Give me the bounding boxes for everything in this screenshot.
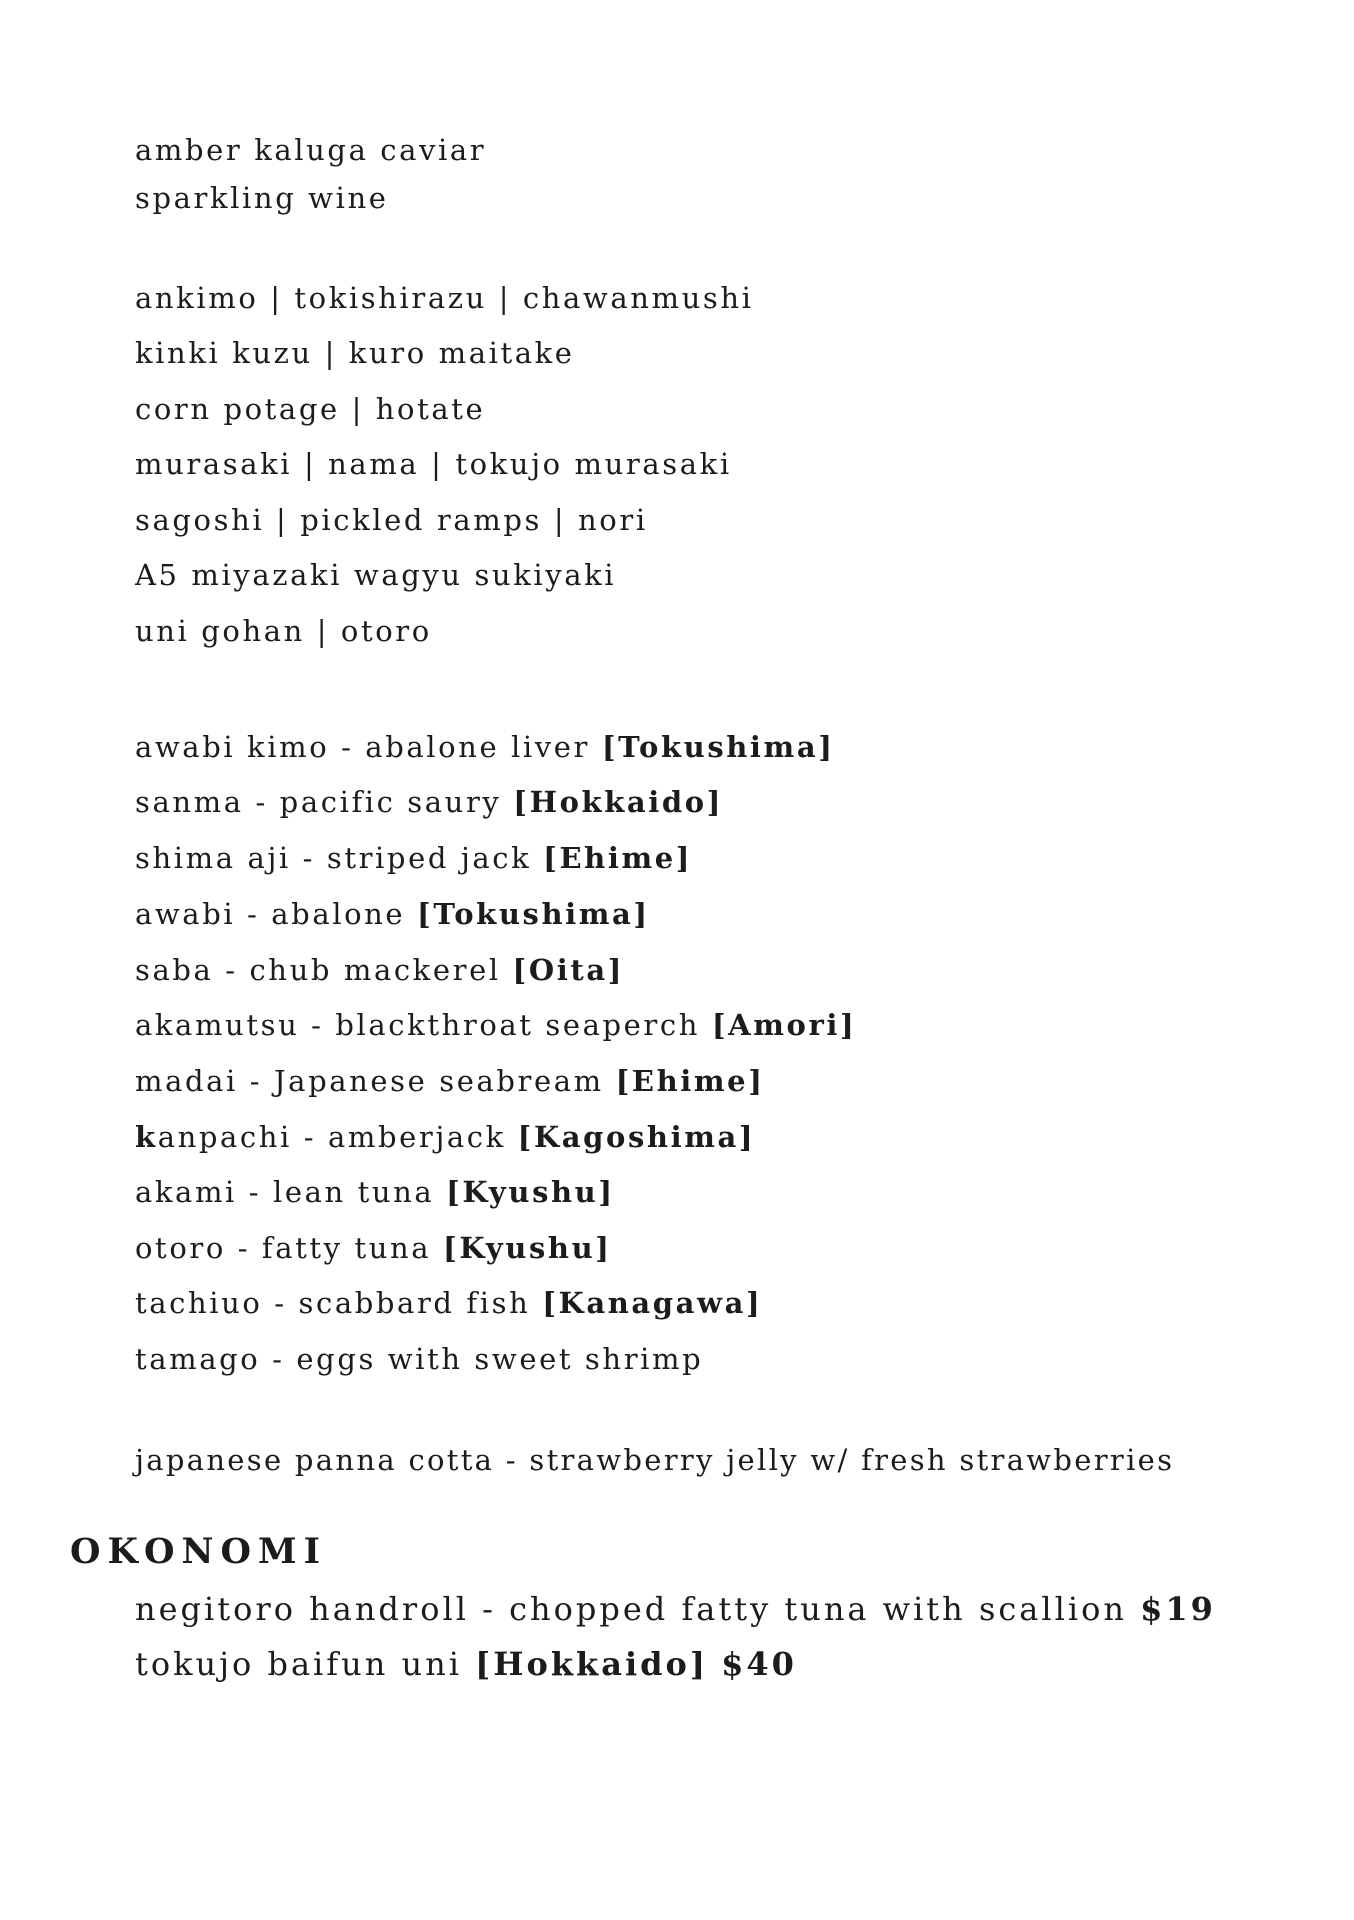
menu-item: corn potage | hotate bbox=[135, 392, 486, 426]
item-origin: [Hokkaido] bbox=[475, 1645, 708, 1683]
dessert-item: japanese panna cotta - strawberry jelly w/ fresh strawberries bbox=[135, 1443, 1175, 1477]
nigiri-item bbox=[135, 1117, 755, 1157]
menu-item: amber kaluga caviar bbox=[135, 133, 487, 167]
nigiri-item bbox=[135, 1172, 615, 1212]
item-origin: [Amori] bbox=[711, 1008, 857, 1042]
nigiri-item bbox=[135, 727, 835, 767]
item-name-initial: k bbox=[135, 1120, 158, 1154]
nigiri-item bbox=[135, 1005, 856, 1045]
item-name: akami - lean tuna bbox=[135, 1175, 435, 1209]
nigiri-item bbox=[135, 894, 650, 934]
nigiri-item bbox=[135, 1283, 762, 1323]
item-origin: [Hokkaido] bbox=[513, 785, 724, 819]
menu-item: ankimo | tokishirazu | chawanmushi bbox=[135, 281, 754, 315]
item-name: negitoro handroll - chopped fatty tuna with scallion bbox=[135, 1590, 1127, 1628]
item-origin: [Kagoshima] bbox=[517, 1120, 756, 1154]
item-origin: [Oita] bbox=[512, 953, 625, 987]
menu-item: sagoshi | pickled ramps | nori bbox=[135, 503, 648, 537]
item-name: sanma - pacific saury bbox=[135, 785, 502, 819]
menu-item: A5 miyazaki wagyu sukiyaki bbox=[135, 558, 617, 592]
item-name: akamutsu - blackthroat seaperch bbox=[135, 1008, 700, 1042]
item-name: otoro - fatty tuna bbox=[135, 1231, 432, 1265]
okonomi-item bbox=[135, 1642, 797, 1686]
nigiri-item bbox=[135, 1339, 703, 1379]
item-origin: [Tokushima] bbox=[417, 897, 650, 931]
item-name: anpachi - amberjack bbox=[157, 1120, 506, 1154]
item-name: tachiuo - scabbard fish bbox=[135, 1286, 531, 1320]
item-price: $19 bbox=[1140, 1590, 1216, 1628]
item-name: tokujo baifun uni bbox=[135, 1645, 462, 1683]
item-origin: [Kanagawa] bbox=[542, 1286, 763, 1320]
item-origin: [Kyushu] bbox=[446, 1175, 615, 1209]
item-origin: [Ehime] bbox=[543, 841, 693, 875]
item-origin: [Tokushima] bbox=[601, 730, 835, 764]
item-name: madai - Japanese seabream bbox=[135, 1064, 604, 1098]
section-title-okonomi: OKONOMI bbox=[70, 1531, 328, 1572]
item-name: shima aji - striped jack bbox=[135, 841, 532, 875]
item-name: awabi kimo - abalone liver bbox=[135, 730, 590, 764]
nigiri-item bbox=[135, 782, 723, 822]
item-price: $40 bbox=[721, 1645, 797, 1683]
item-origin: [Ehime] bbox=[615, 1064, 765, 1098]
nigiri-item bbox=[135, 1061, 765, 1101]
menu-item: murasaki | nama | tokujo murasaki bbox=[135, 447, 732, 481]
item-name: saba - chub mackerel bbox=[135, 953, 501, 987]
menu-item: uni gohan | otoro bbox=[135, 614, 432, 648]
item-origin: [Kyushu] bbox=[443, 1231, 612, 1265]
nigiri-item bbox=[135, 1228, 612, 1268]
nigiri-item bbox=[135, 838, 692, 878]
okonomi-item bbox=[135, 1587, 1216, 1631]
item-name: awabi - abalone bbox=[135, 897, 406, 931]
item-name: tamago - eggs with sweet shrimp bbox=[135, 1342, 704, 1376]
menu-item: kinki kuzu | kuro maitake bbox=[135, 336, 575, 370]
nigiri-item bbox=[135, 950, 624, 990]
menu-item: sparkling wine bbox=[135, 181, 389, 215]
